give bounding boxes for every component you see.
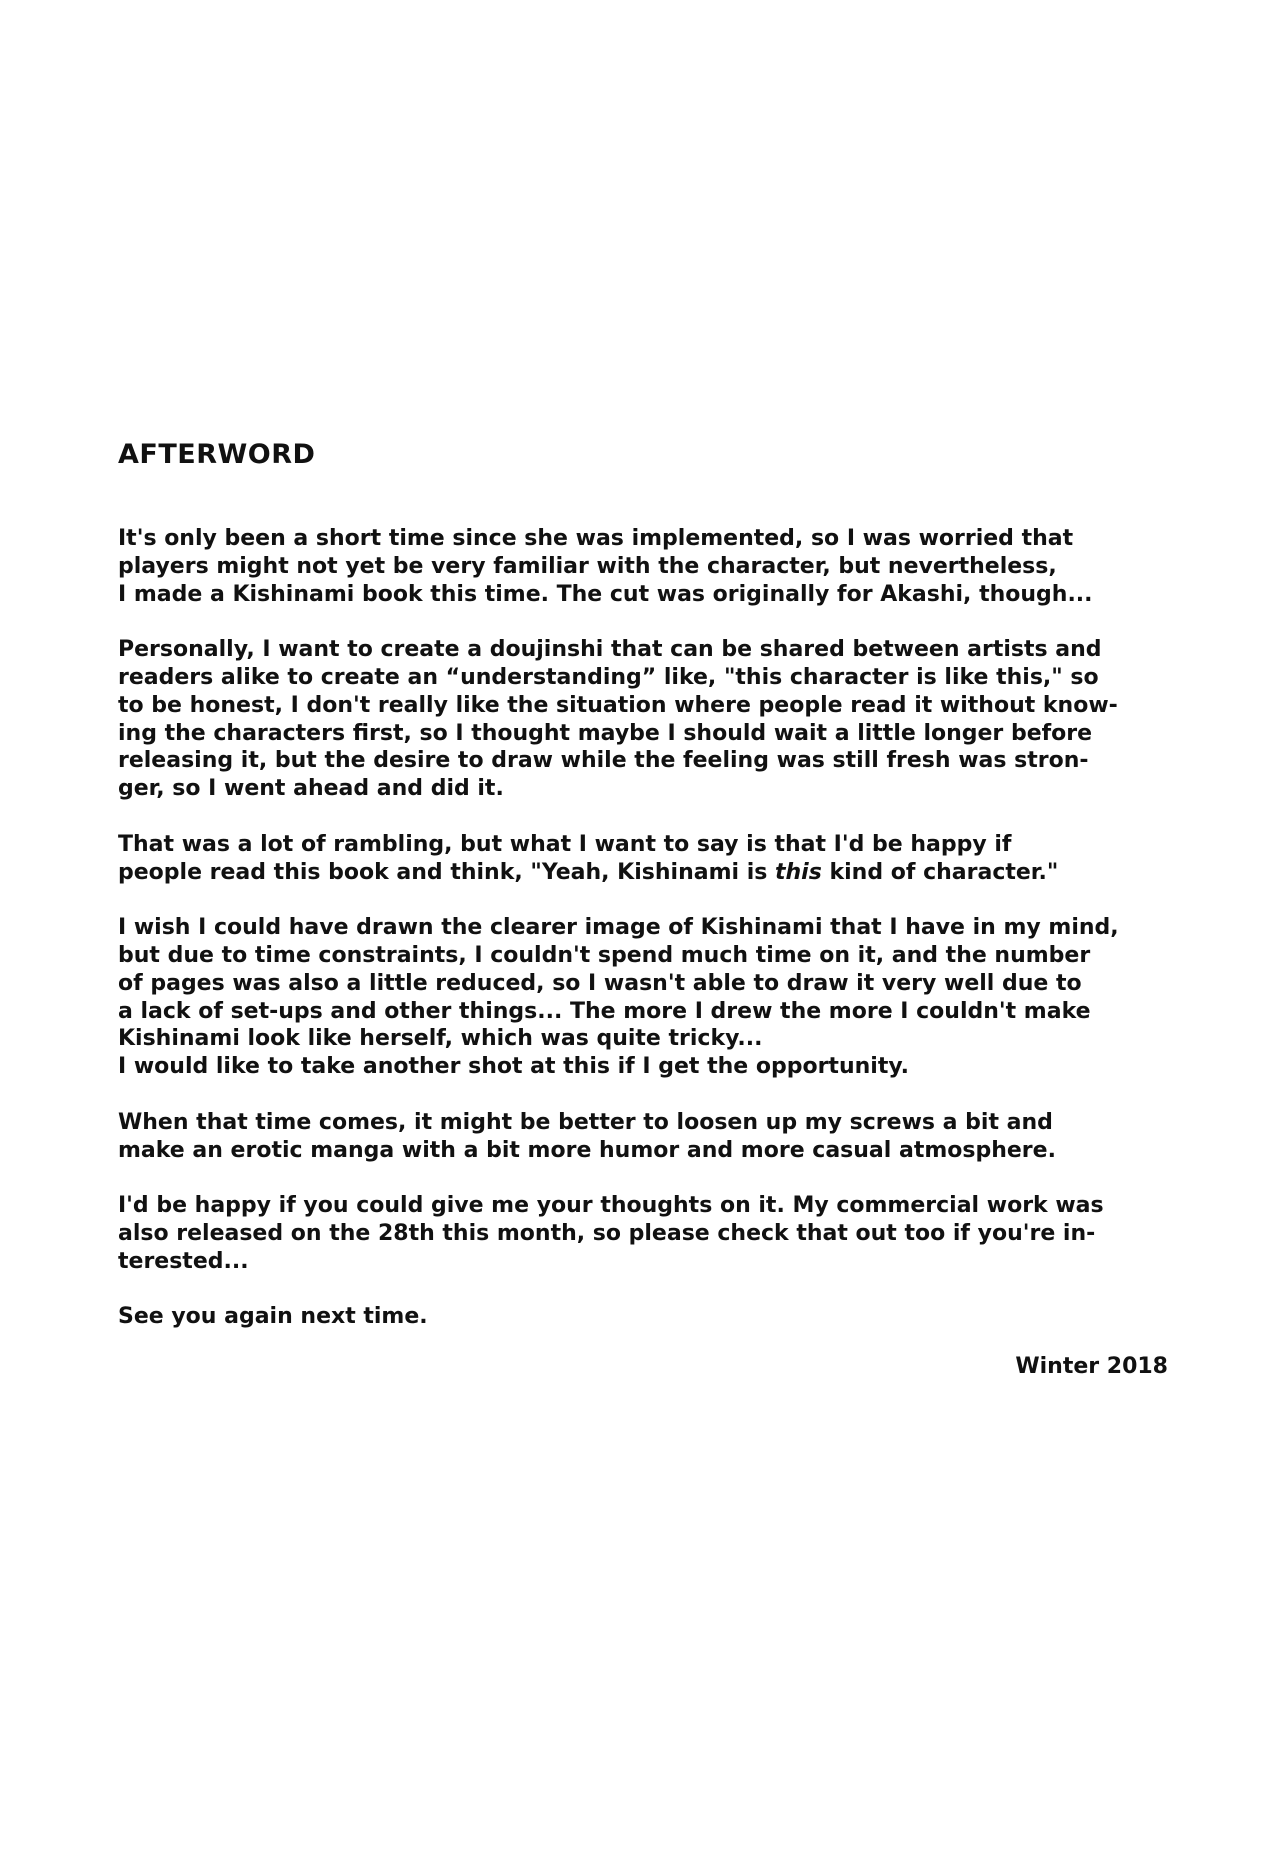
text-segment: kind of character." [821, 859, 1059, 885]
emphasis-text: this [775, 859, 822, 885]
text-line: of pages was also a little reduced, so I wasn't able to draw it very well due to [118, 970, 1082, 996]
afterword-body [118, 525, 1168, 1331]
text-line: It's only been a short time since she was implemented, so I was worried that [118, 526, 1074, 551]
text-line: Kishinami look like herself, which was quite tricky... [118, 1026, 763, 1052]
paragraph-4 [118, 914, 1168, 1081]
text-segment: people read this book and think, "Yeah, Kishinami is [118, 859, 775, 885]
text-line: I made a Kishinami book this time. The cut was originally for Akashi, though... [118, 581, 1093, 607]
text-line: make an erotic manga with a bit more humor and more casual atmosphere. [118, 1137, 1056, 1163]
text-line: terested... [118, 1248, 249, 1274]
paragraph-6 [118, 1192, 1168, 1275]
text-line: ger, so I went ahead and did it. [118, 776, 504, 802]
paragraph-7 [118, 1303, 1168, 1331]
text-line: ing the characters first, so I thought maybe I should wait a little longer before [118, 720, 1093, 746]
text-line: releasing it, but the desire to draw while the feeling was still fresh was stron- [118, 748, 1089, 774]
signoff-date: Winter 2018 [1015, 1354, 1168, 1379]
paragraph-3 [118, 831, 1168, 887]
text-line: I wish I could have drawn the clearer image of Kishinami that I have in my mind, [118, 915, 1119, 941]
text-line: That was a lot of rambling, but what I want to say is that I'd be happy if [118, 831, 1012, 857]
page-title: AFTERWORD [118, 439, 316, 470]
text-line: When that time comes, it might be better to loosen up my screws a bit and [118, 1109, 1053, 1135]
text-line: I'd be happy if you could give me your thoughts on it. My commercial work was [118, 1193, 1104, 1219]
text-line: players might not yet be very familiar with the character, but nevertheless, [118, 553, 1057, 579]
text-line: readers alike to create an “understanding” like, "this character is like this," so [118, 664, 1099, 690]
text-line: also released on the 28th this month, so please check that out too if you're in- [118, 1220, 1096, 1246]
text-line-emphasis [118, 859, 1168, 887]
text-line: I would like to take another shot at this if I get the opportunity. [118, 1054, 910, 1080]
paragraph-1 [118, 525, 1168, 608]
text-line: to be honest, I don't really like the situation where people read it without know- [118, 692, 1118, 718]
paragraph-2 [118, 636, 1168, 803]
text-line: Personally, I want to create a doujinshi that can be shared between artists and [118, 637, 1102, 663]
text-line: See you again next time. [118, 1304, 428, 1330]
paragraph-5 [118, 1109, 1168, 1165]
text-line: a lack of set-ups and other things... The more I drew the more I couldn't make [118, 998, 1091, 1024]
text-line: but due to time constraints, I couldn't spend much time on it, and the number [118, 942, 1091, 968]
